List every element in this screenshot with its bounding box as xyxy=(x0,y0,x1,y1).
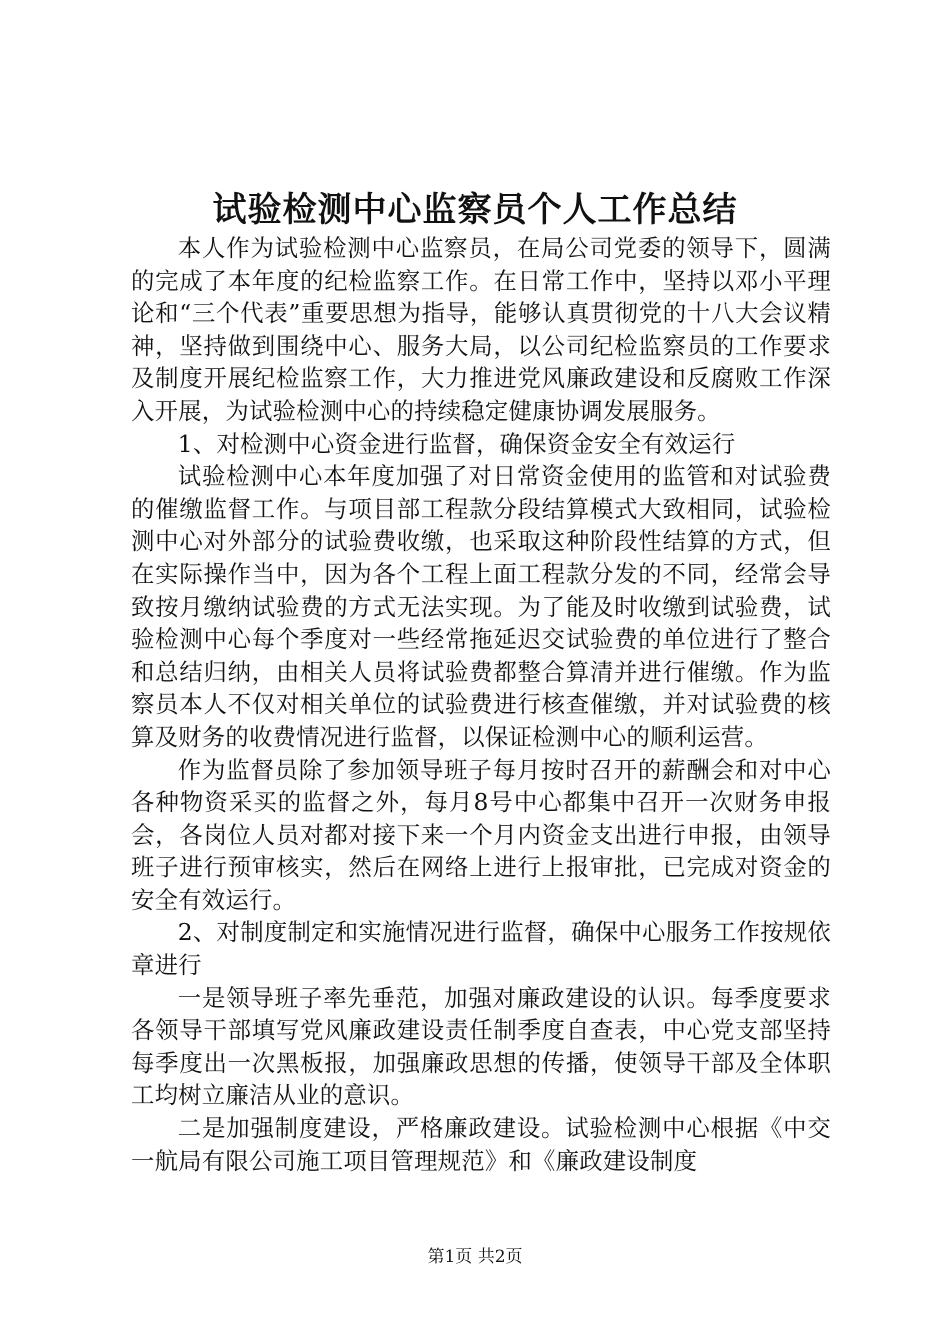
section-2-paragraph-1: 一是领导班子率先垂范，加强对廉政建设的认识。每季度要求各领导干部填写党风廉政建设责任制季度自查表，中心党支部坚持每季度出一次黑板报，加强廉政思想的传播，使领导干部及全体职工均树立廉洁从业的意识。 xyxy=(131,983,831,1110)
page-number-footer: 第1页 共2页 xyxy=(427,1247,523,1267)
document-title: 试验检测中心监察员个人工作总结 xyxy=(212,190,738,230)
document-body xyxy=(131,232,831,1177)
section-heading-1: 1、对检测中心资金进行监督，确保资金安全有效运行 xyxy=(177,429,736,458)
section-1-paragraph-1: 试验检测中心本年度加强了对日常资金使用的监管和对试验费的催缴监督工作。与项目部工程款分段结算模式大致相同，试验检测中心对外部分的试验费收缴，也采取这种阶段性结算的方式，但在实际操作当中，因为各个工程上面工程款分发的不同，经常会导致按月缴纳试验费的方式无法实现。为了能及时收缴到试验费，试验检测中心每个季度对一些经常拖延迟交试验费的单位进行了整合和总结归纳，由相关人员将试验费都整合算清并进行催缴。作为监察员本人不仅对相关单位的试验费进行核查催缴，并对试验费的核算及财务的收费情况进行监督，以保证检测中心的顺利运营。 xyxy=(131,462,831,751)
intro-paragraph: 本人作为试验检测中心监察员，在局公司党委的领导下，圆满的完成了本年度的纪检监察工作。在日常工作中，坚持以邓小平理论和“三个代表”重要思想为指导，能够认真贯彻党的十八大会议精神，坚持做到围绕中心、服务大局，以公司纪检监察员的工作要求及制度开展纪检监察工作，大力推进党风廉政建设和反腐败工作深入开展，为试验检测中心的持续稳定健康协调发展服务。 xyxy=(131,234,831,425)
section-heading-2: 2、对制度制定和实施情况进行监督，确保中心服务工作按规依章进行 xyxy=(131,918,831,980)
section-1-paragraph-2: 作为监督员除了参加领导班子每月按时召开的薪酬会和对中心各种物资采买的监督之外，每月8号中心都集中召开一次财务申报会，各岗位人员对都对接下来一个月内资金支出进行申报，由领导班子进行预审核实，然后在网络上进行上报审批，已完成对资金的安全有效运行。 xyxy=(131,755,831,914)
section-2-paragraph-2: 二是加强制度建设，严格廉政建设。试验检测中心根据《中交一航局有限公司施工项目管理规范》和《廉政建设制度 xyxy=(131,1114,831,1175)
